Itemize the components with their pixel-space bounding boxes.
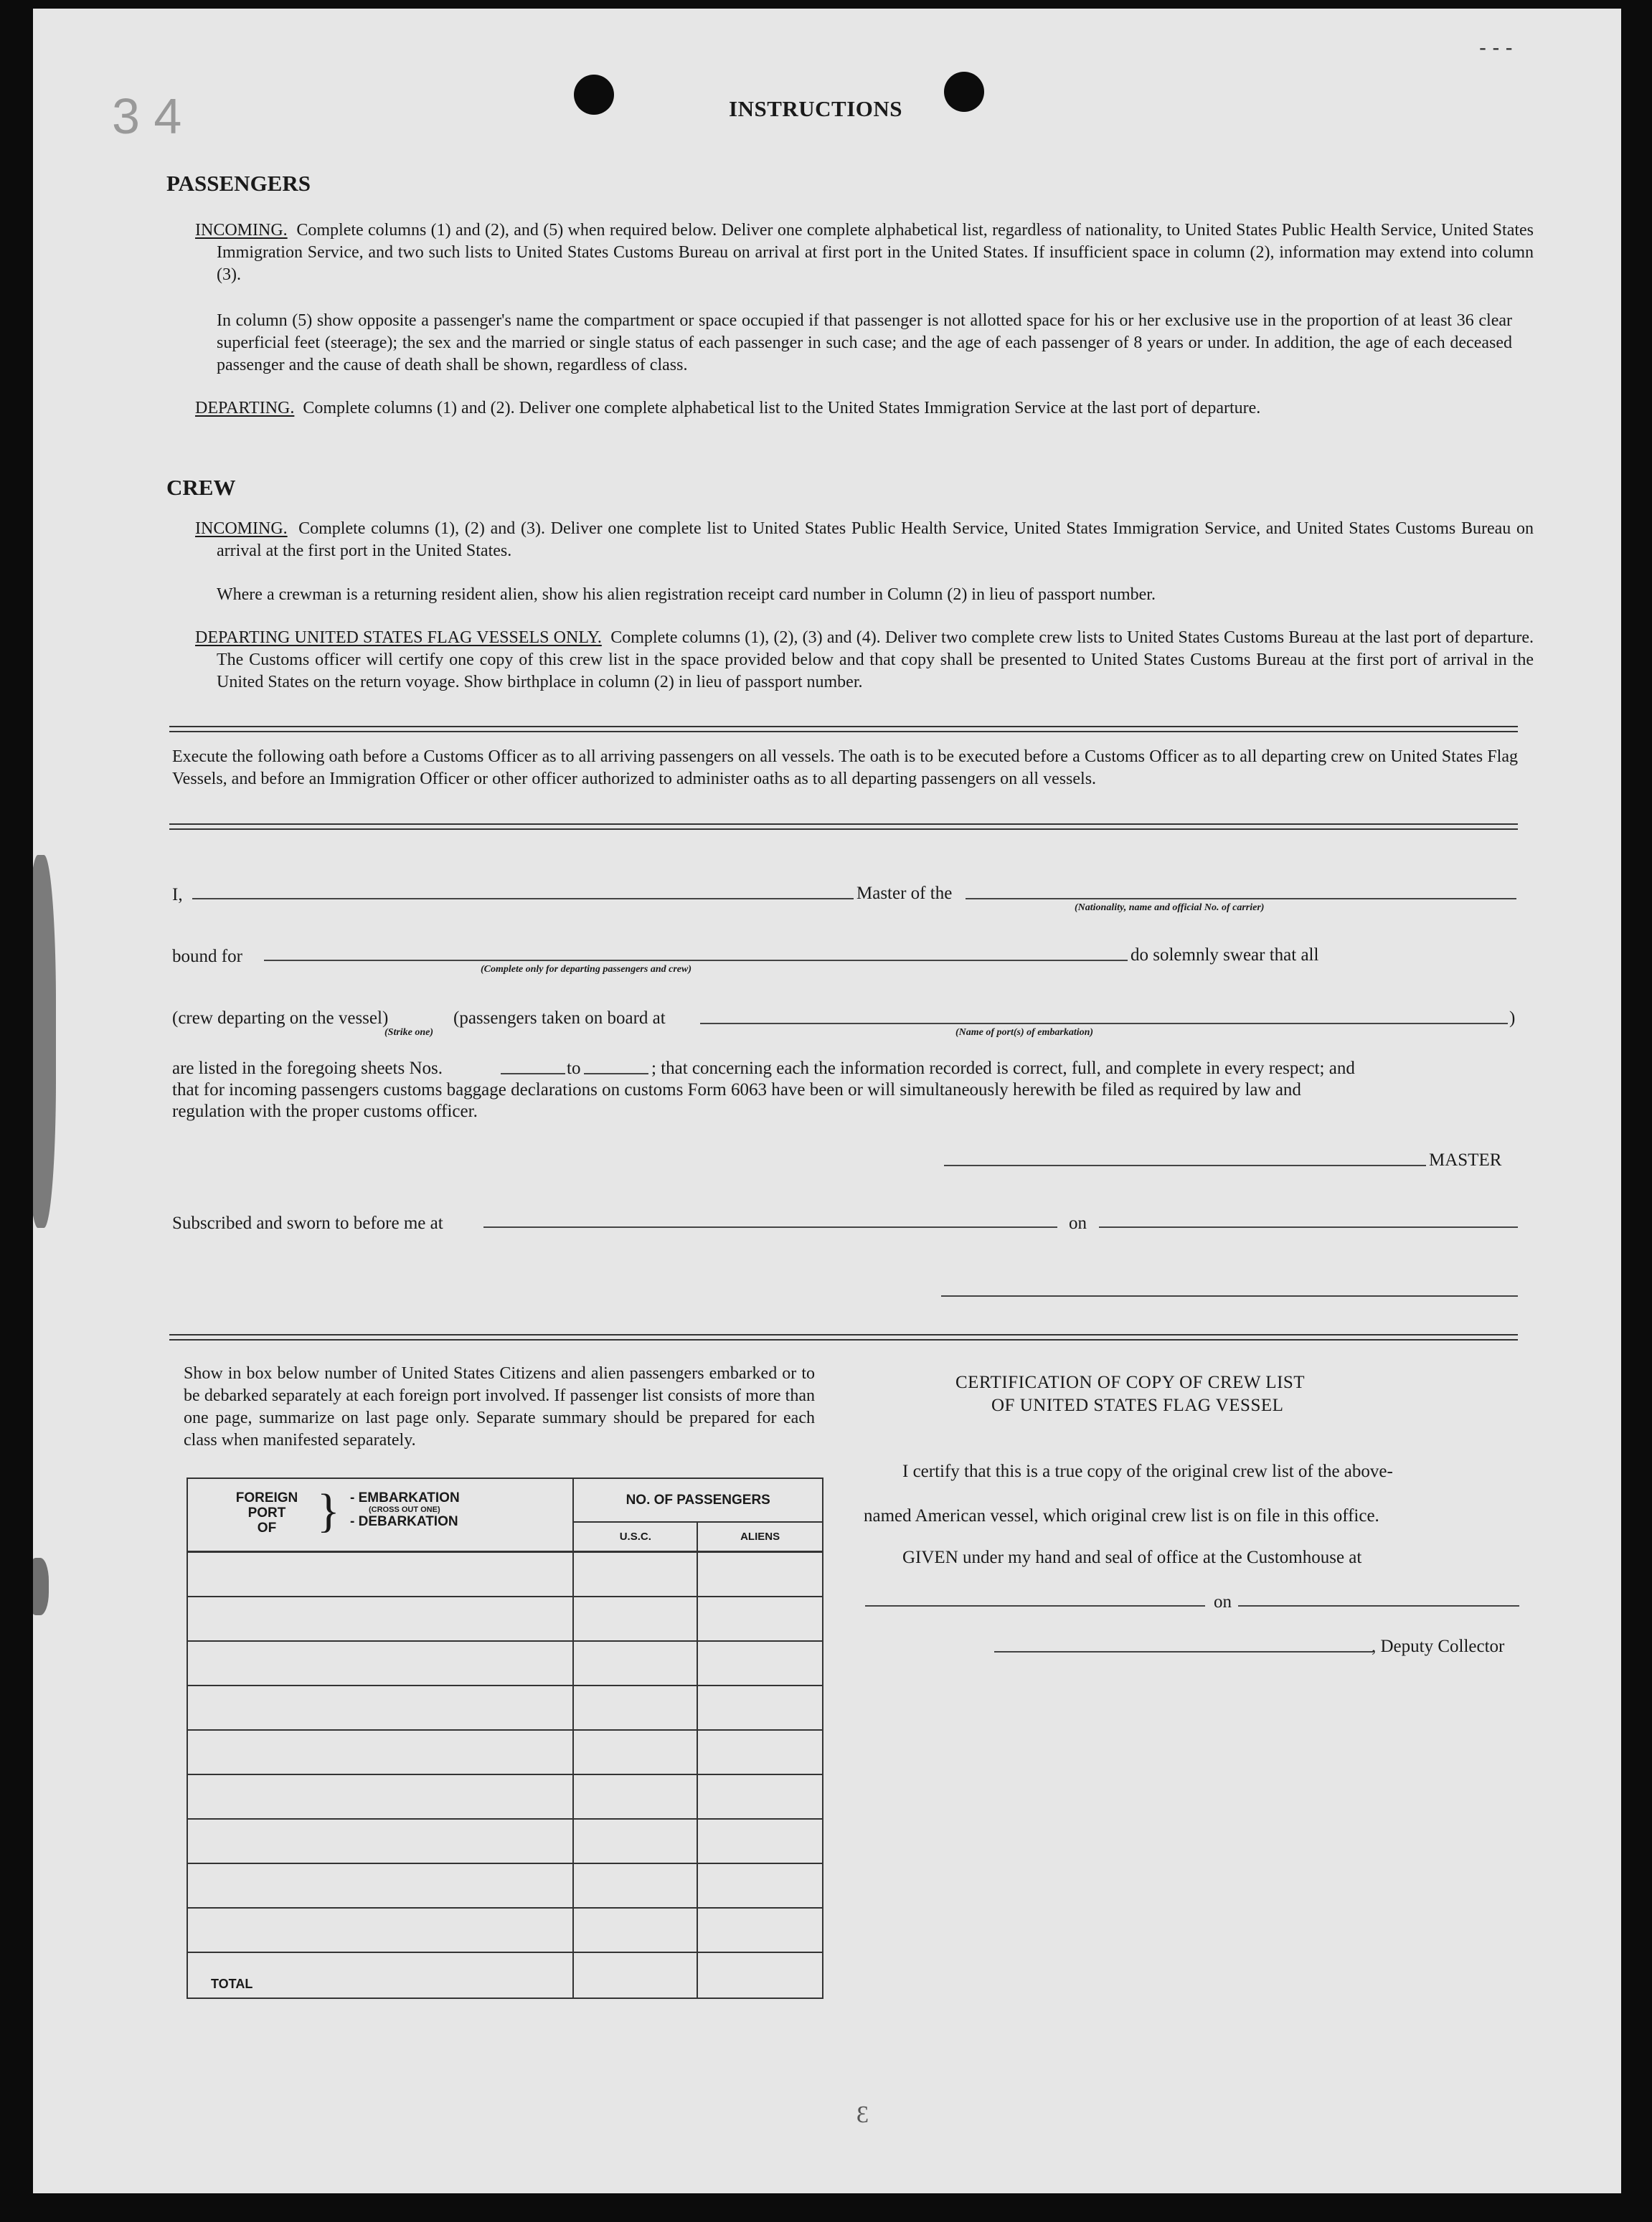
port-cell[interactable] [187,1641,573,1686]
usc-cell[interactable] [573,1597,697,1641]
aliens-cell[interactable] [697,1819,823,1863]
crew-departing-paragraph [195,627,1534,694]
table-header-row [187,1478,823,1522]
usc-cell[interactable] [573,1819,697,1863]
certification-title-2: OF UNITED STATES FLAG VESSEL [991,1396,1284,1415]
close-paren: ) [1509,1008,1516,1028]
usc-header: U.S.C. [573,1522,697,1551]
passenger-summary-table [187,1478,823,1999]
form-page [33,9,1621,2193]
crew-departing-label: DEPARTING UNITED STATES FLAG VESSELS ONLY. [195,628,602,647]
page-number: 3 [856,2102,869,2128]
port-cell[interactable] [187,1774,573,1819]
table-row [187,1908,823,1952]
section-divider [169,823,1518,830]
certification-line-1: I certify that this is a true copy of the original crew list of the above- [902,1462,1393,1481]
solemnly-swear-text: do solemnly swear that all [1131,945,1319,965]
carrier-hint: (Nationality, name and official No. of carrier) [1075,902,1265,913]
brace-icon: } [317,1485,340,1537]
passengers-taken-option[interactable]: (passengers taken on board at [453,1008,666,1028]
aliens-cell[interactable] [697,1552,823,1597]
passengers-departing-text: Complete columns (1) and (2). Deliver one complete alphabetical list to the United States Immigration Service at the last port of departure. [303,399,1261,417]
bound-for-hint: (Complete only for departing passengers and crew) [481,964,692,975]
total-label: TOTAL [211,1977,253,1991]
embarkation-port-field[interactable] [700,1023,1508,1024]
usc-cell[interactable] [573,1552,697,1597]
edge-damage-mark [33,855,56,1228]
aliens-cell[interactable] [697,1641,823,1686]
master-of-label: Master of the [856,884,953,903]
port-header-cell [187,1478,573,1552]
edge-damage-mark [33,1558,49,1615]
section-divider [169,1334,1518,1341]
sheet-to-field[interactable] [584,1073,648,1074]
aliens-cell[interactable] [697,1908,823,1952]
aliens-cell[interactable] [697,1597,823,1641]
table-row [187,1730,823,1774]
punch-hole-right [944,72,984,112]
listed-line-3: regulation with the proper customs officer. [172,1102,478,1121]
total-aliens-cell[interactable] [697,1952,823,1998]
passengers-departing-label: DEPARTING. [195,399,295,417]
total-label-cell [187,1952,573,1998]
certification-line-2: named American vessel, which original crew list is on file in this office. [864,1506,1379,1526]
listed-line-2: that for incoming passengers customs baggage declarations on customs Form 6063 have been or will simultaneously herewith be filed as required by law and [172,1080,1301,1100]
punch-hole-left [574,75,614,115]
table-row [187,1819,823,1863]
embarkation-port-hint: (Name of port(s) of embarkation) [955,1027,1094,1038]
summary-instructions: Show in box below number of United States Citizens and alien passengers embarked or to be debarked separately at each foreign port involved. If passenger list consists of more than one page, summarize on last page only. Separate summary should be prepared for each class when manifested separately. [184,1364,815,1450]
certification-on-label: on [1214,1592,1232,1612]
officer-signature-field[interactable] [941,1295,1518,1297]
no-of-passengers-header: NO. OF PASSENGERS [573,1478,823,1522]
crew-incoming-label: INCOMING. [195,519,288,538]
passengers-incoming-paragraph [195,219,1534,286]
of-label: OF [257,1521,277,1536]
aliens-cell[interactable] [697,1686,823,1730]
cross-out-label: (CROSS OUT ONE) [369,1505,440,1514]
crew-resident-paragraph: Where a crewman is a returning resident alien, show his alien registration receipt card number in Column (2) in lieu of passport number. [217,585,1156,604]
bound-for-label: bound for [172,947,242,966]
port-label: PORT [247,1505,286,1521]
table-row [187,1863,823,1908]
sworn-date-field[interactable] [1099,1226,1518,1228]
port-cell[interactable] [187,1908,573,1952]
deputy-collector-label: , Deputy Collector [1372,1637,1505,1656]
aliens-cell[interactable] [697,1730,823,1774]
table-row [187,1552,823,1597]
table-row [187,1597,823,1641]
crew-departing-option[interactable]: (crew departing on the vessel) [172,1008,389,1028]
total-row [187,1952,823,1998]
customhouse-field[interactable] [865,1605,1205,1607]
aliens-cell[interactable] [697,1774,823,1819]
port-cell[interactable] [187,1552,573,1597]
crew-incoming-text: Complete columns (1), (2) and (3). Deliver one complete list to United States Public Health Service, United States Immigration Service, and United States Customs Bureau on arrival at the first port in the United States. [217,519,1534,560]
crew-incoming-paragraph [195,518,1534,562]
usc-cell[interactable] [573,1774,697,1819]
oath-intro-paragraph: Execute the following oath before a Customs Officer as to all arriving passengers on all vessels. The oath is to be executed before a Customs Officer as to all departing crew on United States Flag Vessels, and before an Immigration Officer or other officer authorized to administer oaths as to all departing passengers on all vessels. [172,747,1518,788]
table-row [187,1641,823,1686]
corner-mark-top-right: - - - [1479,36,1513,60]
usc-cell[interactable] [573,1908,697,1952]
strike-one-hint: (Strike one) [384,1027,434,1038]
carrier-field[interactable] [966,898,1516,899]
port-cell[interactable] [187,1686,573,1730]
aliens-header: ALIENS [697,1522,823,1551]
foreign-label: FOREIGN [235,1490,298,1505]
usc-cell[interactable] [573,1686,697,1730]
table-row [187,1774,823,1819]
port-cell[interactable] [187,1730,573,1774]
master-name-field[interactable] [192,898,854,899]
total-usc-cell[interactable] [573,1952,697,1998]
passengers-heading: PASSENGERS [166,171,311,196]
passengers-departing-paragraph [195,397,1534,420]
passengers-column5-paragraph: In column (5) show opposite a passenger's name the compartment or space occupied if that passenger is not allotted space for his or her exclusive use in the proportion of at least 36 clear superficial feet (steerage); the sex and the married or single status of each passenger in such case; and the age of each passenger of 8 years or under. In addition, the age of each deceased passenger and the cause of death shall be shown, regardless of class. [217,311,1512,374]
sworn-on-label: on [1069,1214,1087,1233]
listed-suffix-text: ; that concerning each the information recorded is correct, full, and complete in every respect; and [651,1059,1355,1078]
master-label: MASTER [1429,1150,1502,1170]
crew-heading: CREW [166,475,236,500]
certification-given: GIVEN under my hand and seal of office at the Customhouse at [902,1548,1362,1567]
crew-departing-text: Complete columns (1), (2), (3) and (4). Deliver two complete crew lists to United States Customs Bureau at the last port of departure. The Customs officer will certify one copy of this crew list in the space provided below and that copy shall be presented to United States Customs Bureau at the first port of arrival in the United States on the return voyage. Show birthplace in column (2) in lieu of passport number. [217,628,1534,691]
passengers-incoming-label: INCOMING. [195,221,288,240]
usc-cell[interactable] [573,1863,697,1908]
subscribed-label: Subscribed and sworn to before me at [172,1214,443,1233]
listed-prefix-text: are listed in the foregoing sheets Nos. [172,1059,443,1078]
corner-mark-top-left: 3 4 [112,88,182,144]
certification-date-field[interactable] [1238,1605,1519,1607]
port-cell[interactable] [187,1863,573,1908]
embarkation-label: - EMBARKATION [350,1490,460,1505]
sheet-from-field[interactable] [501,1073,565,1074]
section-divider [169,726,1518,732]
sworn-location-field[interactable] [483,1226,1057,1228]
passengers-incoming-text: Complete columns (1) and (2), and (5) when required below. Deliver one complete alphabetical list, regardless of nationality, to United States Public Health Service, United States Immigration Service, and two such lists to United States Customs Bureau on arrival at first port in the United States. If insufficient space in column (2), information may extend into column (3). [217,221,1534,284]
port-cell[interactable] [187,1819,573,1863]
table-row [187,1686,823,1730]
deputy-signature-field[interactable] [994,1651,1373,1653]
aliens-cell[interactable] [697,1863,823,1908]
debarkation-label: - DEBARKATION [350,1514,458,1529]
page-title: INSTRUCTIONS [729,96,903,121]
oath-i-label: I, [172,885,183,904]
usc-cell[interactable] [573,1641,697,1686]
to-word: to [567,1059,581,1078]
bound-for-field[interactable] [264,960,1128,961]
usc-cell[interactable] [573,1730,697,1774]
port-cell[interactable] [187,1597,573,1641]
certification-title-1: CERTIFICATION OF COPY OF CREW LIST [955,1373,1306,1392]
master-signature-field[interactable] [944,1165,1426,1166]
